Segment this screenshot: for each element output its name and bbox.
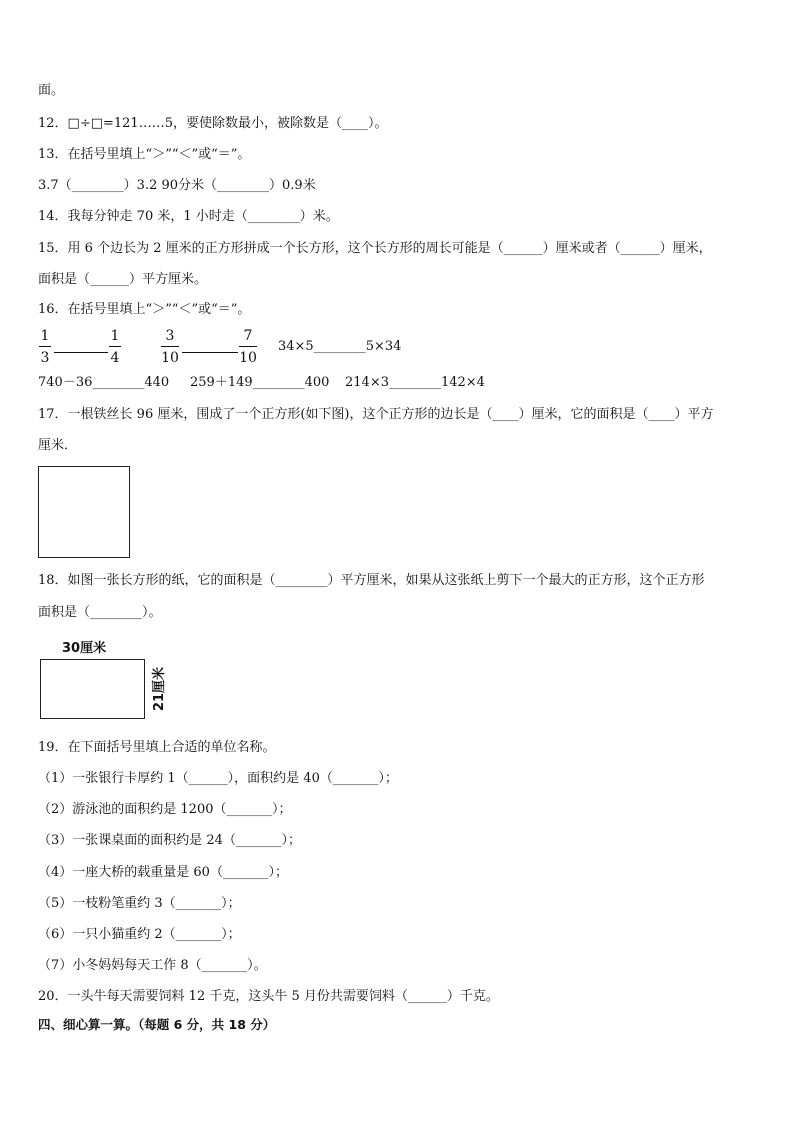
fraction-7-10 <box>238 326 258 367</box>
text-line: 面。 <box>38 83 65 98</box>
fraction-3-10 <box>160 326 180 367</box>
question-18-line2: 面积是（________）。 <box>38 605 162 620</box>
section-heading: 四、细心算一算。（每题 6 分，共 18 分） <box>38 1017 276 1032</box>
rectangle-width-label: 30厘米 <box>62 641 107 656</box>
numerator: 3 <box>165 328 175 344</box>
question-19-item-2: （2）游泳池的面积约是 1200（_______）； <box>38 802 292 817</box>
comparison-expr: 259＋149________400 <box>190 375 330 390</box>
answer-blank[interactable] <box>54 340 108 353</box>
fraction-1-4 <box>108 326 122 367</box>
question-19: 19．在下面括号里填上合适的单位名称。 <box>38 740 276 755</box>
numerator: 1 <box>40 328 50 344</box>
rectangle-height-label: 21厘米 <box>152 666 168 712</box>
question-15-line2: 面积是（______）平方厘米。 <box>38 272 208 287</box>
question-20: 20．一头牛每天需要饲料 12 千克，这头牛 5 月份共需要饲料（______）千克。 <box>38 989 499 1004</box>
question-15-line1: 15．用 6 个边长为 2 厘米的正方形拼成一个长方形，这个长方形的周长可能是（______）厘米或者（______）厘米， <box>38 241 712 256</box>
comparison-expr: 34×5________5×34 <box>278 339 402 354</box>
question-12: 12．□÷□=121……5，要使除数最小，被除数是（____）。 <box>38 116 388 131</box>
numerator: 1 <box>110 328 120 344</box>
answer-blank[interactable] <box>182 340 238 353</box>
denominator: 4 <box>110 350 120 366</box>
question-19-item-3: （3）一张课桌面的面积约是 24（_______）； <box>38 833 301 848</box>
question-18-line1: 18．如图一张长方形的纸，它的面积是（________）平方厘米，如果从这张纸上剪下一个最大的正方形，这个正方形 <box>38 573 705 588</box>
comparison-expr: 740－36________440 <box>38 375 170 390</box>
denominator: 10 <box>239 350 257 366</box>
question-19-item-7: （7）小冬妈妈每天工作 8（_______）。 <box>38 958 267 973</box>
question-19-item-1: （1）一张银行卡厚约 1（______），面积约是 40（_______）； <box>38 771 398 786</box>
question-19-item-4: （4）一座大桥的载重量是 60（_______）； <box>38 865 288 880</box>
question-19-item-6: （6）一只小猫重约 2（_______）； <box>38 927 241 942</box>
numerator: 7 <box>243 328 253 344</box>
fraction-1-3 <box>38 326 52 367</box>
question-13: 13．在括号里填上“＞”“＜”或“＝”。 <box>38 147 251 162</box>
question-16: 16．在括号里填上“＞”“＜”或“＝”。 <box>38 302 251 317</box>
denominator: 3 <box>40 350 50 366</box>
rectangle-figure <box>40 659 145 719</box>
question-17-line1: 17．一根铁丝长 96 厘米，围成了一个正方形(如下图)，这个正方形的边长是（____）厘米，它的面积是（____）平方 <box>38 407 714 422</box>
question-17-line2: 厘米． <box>38 438 78 453</box>
question-14: 14．我每分钟走 70 米，1 小时走（________）米。 <box>38 209 339 224</box>
question-13-items: 3.7（________）3.2 90分米（________）0.9米 <box>38 178 316 193</box>
denominator: 10 <box>161 350 179 366</box>
question-19-item-5: （5）一枝粉笔重约 3（_______）； <box>38 896 241 911</box>
comparison-expr: 214×3________142×4 <box>345 375 485 390</box>
square-figure <box>38 466 130 558</box>
